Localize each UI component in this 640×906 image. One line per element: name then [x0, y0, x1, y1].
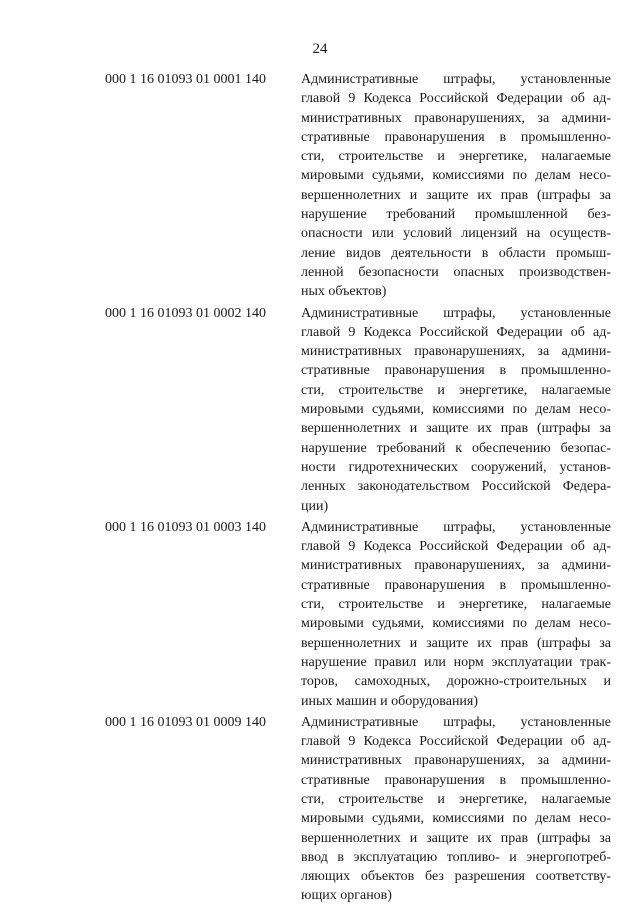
description-line: вершеннолетних и защите их прав (штрафы за [301, 635, 611, 651]
description-line: сти, строительстве и энергетике, налагаемые [301, 791, 611, 807]
description-line: мировыми судьями, комиссиями по делам несо- [301, 168, 611, 184]
description-line: ленной безопасности опасных производствен- [301, 264, 611, 280]
description-line: ввод в эксплуатацию топливо- и энергопотреб- [301, 849, 611, 865]
entry-description [301, 70, 611, 302]
description-line: вершеннолетних и защите их прав (штрафы за [301, 421, 611, 437]
description-line: ленных законодательством Российской Федера- [301, 479, 611, 495]
description-line: министративных правонарушениях, за админи- [301, 753, 611, 769]
budget-code: 000 1 16 01093 01 0001 140 [105, 72, 266, 87]
description-line: вершеннолетних и защите их прав (штрафы за [301, 830, 611, 846]
description-line: ности гидротехнических сооружений, установ- [301, 459, 611, 475]
table-row [0, 70, 640, 302]
description-line: ции) [301, 498, 329, 514]
description-line: стративные правонарушения в промышленно- [301, 772, 611, 788]
description-line: мировыми судьями, комиссиями по делам несо- [301, 616, 611, 632]
description-line: мировыми судьями, комиссиями по делам несо- [301, 811, 611, 827]
description-line: министративных правонарушениях, за админи- [301, 110, 611, 126]
description-line: ляющих объектов без разрешения соответству- [301, 869, 611, 885]
description-line: сти, строительстве и энергетике, налагаемые [301, 382, 611, 398]
budget-code: 000 1 16 01093 01 0002 140 [105, 305, 266, 321]
description-line: нарушение правил или норм эксплуатации трак- [301, 654, 611, 670]
description-line: ющих органов) [301, 888, 392, 904]
entry-description [301, 304, 611, 516]
entry-description [301, 518, 611, 711]
budget-code: 000 1 16 01093 01 0003 140 [105, 519, 266, 535]
description-line: Административные штрафы, установленные [301, 714, 611, 730]
description-line: министративных правонарушениях, за админи- [301, 558, 611, 574]
table-row [0, 713, 640, 906]
budget-code: 000 1 16 01093 01 0009 140 [105, 714, 266, 730]
description-line: нарушение требований промышленной без- [301, 207, 611, 223]
description-line: Административные штрафы, установленные [301, 305, 611, 321]
description-line: сти, строительстве и энергетике, налагаемые [301, 597, 611, 613]
description-line: главой 9 Кодекса Российской Федерации об ад- [301, 539, 611, 555]
description-line: Административные штрафы, установленные [301, 72, 611, 87]
description-line: Административные штрафы, установленные [301, 519, 611, 535]
description-line: министративных правонарушениях, за админи- [301, 344, 611, 360]
fines-table [0, 70, 640, 906]
description-line: главой 9 Кодекса Российской Федерации об ад- [301, 734, 611, 750]
description-line: главой 9 Кодекса Российской Федерации об ад- [301, 91, 611, 107]
description-line: сти, строительстве и энергетике, налагаемые [301, 149, 611, 165]
description-line: мировыми судьями, комиссиями по делам несо- [301, 402, 611, 418]
description-line: стративные правонарушения в промышленно- [301, 363, 611, 379]
description-line: ление видов деятельности в области промыш- [301, 245, 611, 261]
description-line: торов, самоходных, дорожно-строительных и [301, 674, 611, 690]
description-line: стративные правонарушения в промышленно- [301, 129, 611, 145]
description-line: опасности или условий лицензий на осуществ- [301, 226, 611, 242]
description-line: нарушение требований к обеспечению безопас- [301, 440, 611, 456]
table-row [0, 304, 640, 516]
description-line: стративные правонарушения в промышленно- [301, 577, 611, 593]
page-number: 24 [312, 41, 328, 57]
description-line: иных машин и оборудования) [301, 693, 479, 709]
description-line: главой 9 Кодекса Российской Федерации об ад- [301, 324, 611, 340]
table-row [0, 518, 640, 711]
description-line: вершеннолетних и защите их прав (штрафы за [301, 187, 611, 203]
description-line: ных объектов) [301, 284, 387, 300]
entry-description [301, 713, 611, 906]
